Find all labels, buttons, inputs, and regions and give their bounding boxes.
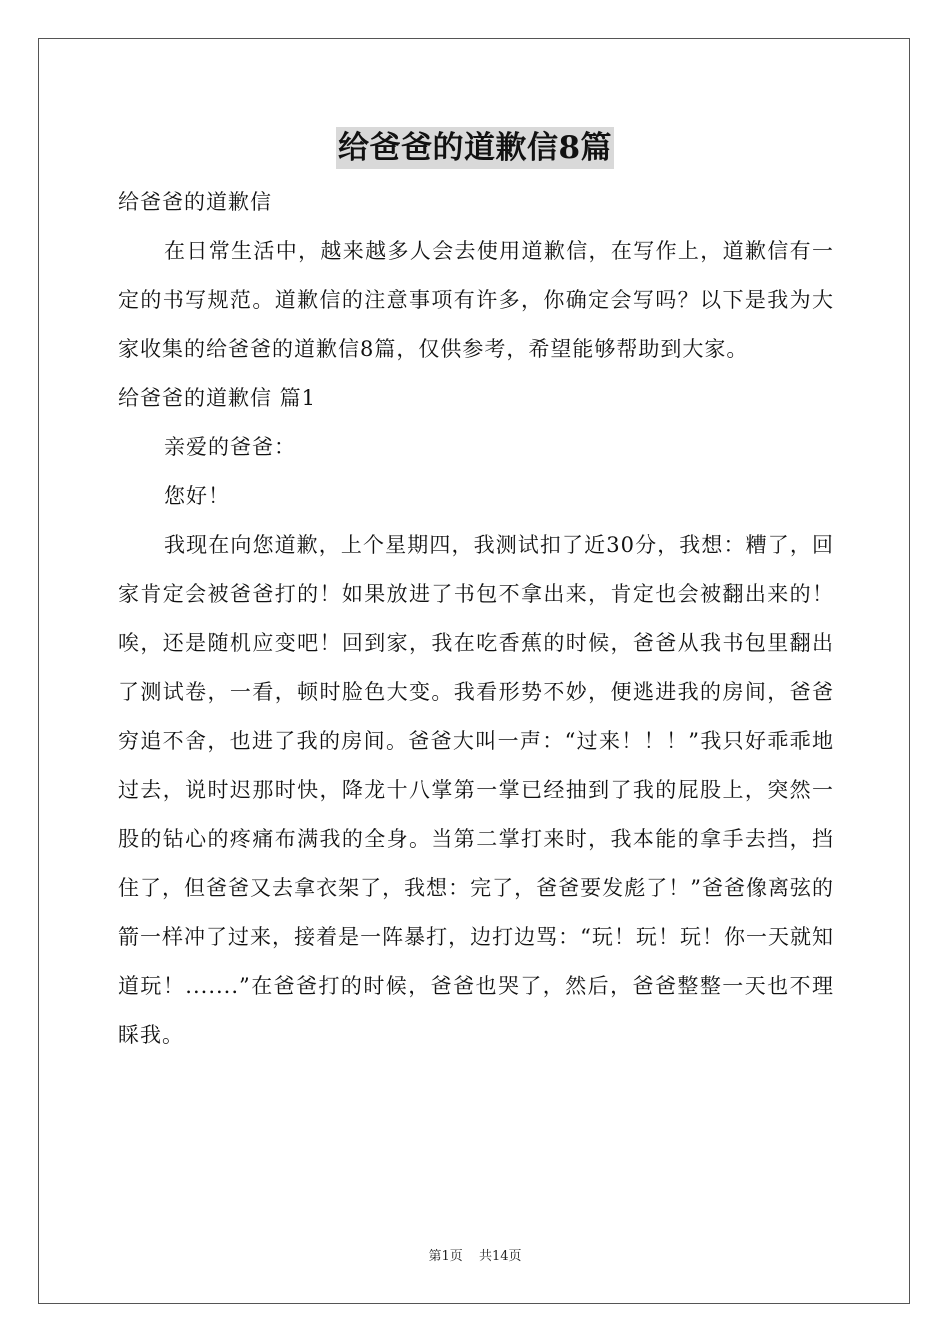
intro-paragraph: 在日常生活中，越来越多人会去使用道歉信，在写作上，道歉信有一定的书写规范。道歉信的注意事项有许多，你确定会写吗？以下是我为大家收集的给爸爸的道歉信8篇，仅供参考，希望能够帮助到大家。 [118, 239, 834, 361]
greeting: 您好！ [164, 484, 230, 508]
body-paragraph: 我现在向您道歉，上个星期四，我测试扣了近30分，我想：糟了，回家肯定会被爸爸打的！如果放进了书包不拿出来，肯定也会被翻出来的！唉，还是随机应变吧！回到家，我在吃香蕉的时候，爸爸从我书包里翻出了测试卷，一看，顿时脸色大变。我看形势不妙，便逃进我的房间，爸爸穷追不舍，也进了我的房间。爸爸大叫一声：“过来！！！”我只好乖乖地过去，说时迟那时快，降龙十八掌第一掌已经抽到了我的屁股上，突然一股的钻心的疼痛布满我的全身。当第二掌打来时，我本能的拿手去挡，挡住了，但爸爸又去拿衣架了，我想：完了，爸爸要发彪了！”爸爸像离弦的箭一样冲了过来，接着是一阵暴打，边打边骂：“玩！玩！玩！你一天就知道玩！.......”在爸爸打的时候，爸爸也哭了，然后，爸爸整整一天也不理睬我。 [118, 533, 834, 1047]
section-heading: 给爸爸的道歉信 [118, 190, 272, 214]
article-heading: 给爸爸的道歉信 篇1 [118, 386, 317, 410]
document-body [118, 178, 834, 1060]
page-number: 第1页 [428, 1249, 463, 1264]
salutation: 亲爱的爸爸： [164, 435, 296, 459]
title-container [0, 127, 950, 169]
document-title: 给爸爸的道歉信8篇 [336, 127, 614, 169]
total-pages: 共14页 [478, 1249, 522, 1264]
page-footer [0, 1247, 950, 1267]
